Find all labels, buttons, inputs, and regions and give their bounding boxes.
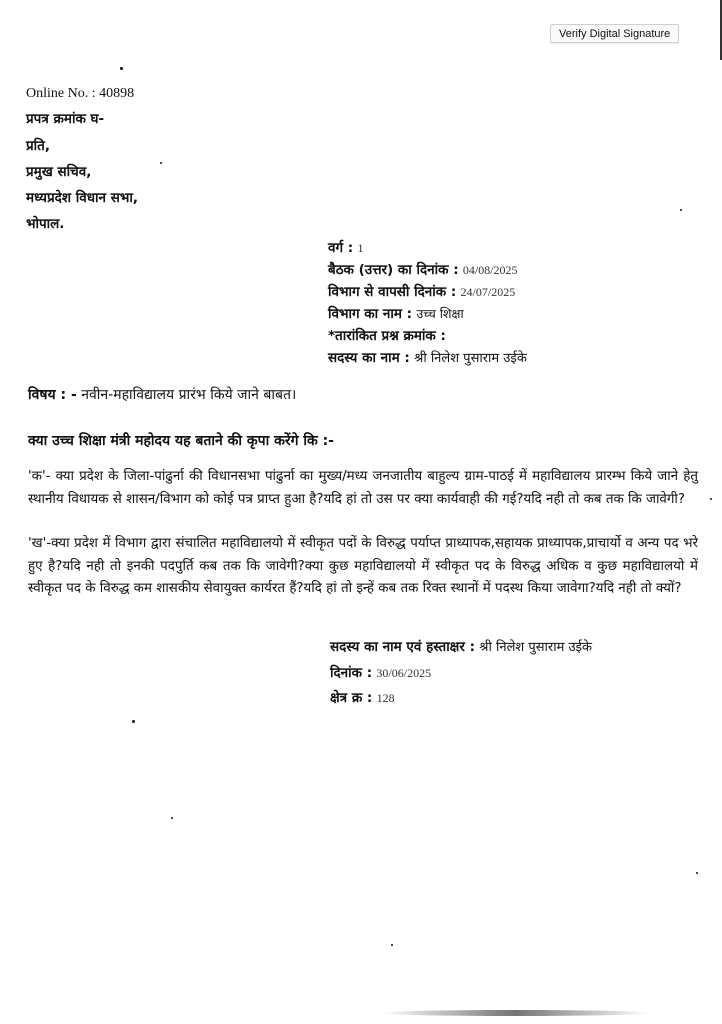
scan-speck <box>120 67 123 70</box>
footer-label: क्षेत्र क्र : <box>330 690 373 706</box>
question-ka: 'क'- क्या प्रदेश के जिला-पांढुर्ना की विधानसभा पांढुर्ना का मुख्य/मध्य जनजातीय बाहुल्य ग्राम-पाठई में महाविद्यालय प्रारम्भ किये जाने हेतु स्थानीय विधायक से शासन/विभाग को कोई पत्र प्राप्त हुआ है?यदि हां तो उस पर क्या कार्यवाही की गई?यदि नही तो कब तक कि जावेगी? <box>28 469 698 507</box>
scan-speck <box>696 872 698 874</box>
recipient-city: भोपाल. <box>26 216 65 232</box>
meta-row-return-date <box>328 281 515 303</box>
subject-label: विषय : - <box>28 387 77 403</box>
recipient-title: प्रमुख सचिव, <box>26 164 92 180</box>
meta-row-member-name <box>328 347 527 370</box>
scan-speck <box>680 209 682 211</box>
footer-label: सदस्य का नाम एवं हस्ताक्षर : <box>330 639 475 655</box>
footer-value: श्री निलेश पुसाराम उईके <box>479 640 592 655</box>
scan-speck <box>171 817 173 819</box>
meta-value: 1 <box>357 241 364 255</box>
meta-label: सदस्य का नाम : <box>328 350 410 366</box>
footer-value: 128 <box>376 691 395 705</box>
scan-speck <box>710 498 712 500</box>
subject-text: नवीन-महाविद्यालय प्रारंभ किये जाने बाबत। <box>81 387 297 403</box>
recipient-org: मध्यप्रदेश विधान सभा, <box>26 190 138 206</box>
prati: प्रति, <box>26 138 51 154</box>
date-row <box>330 662 431 684</box>
scan-speck <box>132 720 135 723</box>
meta-row-category <box>328 237 364 259</box>
meta-label: बैठक (उत्तर) का दिनांक : <box>328 262 459 278</box>
subject-line <box>28 384 296 406</box>
footer-value: 30/06/2025 <box>376 666 432 680</box>
meta-row-meeting-date <box>328 259 518 281</box>
meta-value: 04/08/2025 <box>462 263 518 277</box>
verify-digital-signature-button[interactable]: Verify Digital Signature <box>550 24 679 43</box>
meta-value: श्री निलेश पुसाराम उईके <box>414 351 527 366</box>
meta-label: विभाग से वापसी दिनांक : <box>328 284 457 300</box>
meta-value: 24/07/2025 <box>460 285 516 299</box>
question-intro: क्या उच्च शिक्षा मंत्री महोदय यह बताने की कृपा करेंगे कि :- <box>28 433 334 449</box>
meta-row-department <box>328 303 464 325</box>
meta-value: उच्च शिक्षा <box>416 306 464 321</box>
form-number: प्रपत्र क्रमांक घ- <box>26 111 105 127</box>
meta-label: *तारांकित प्रश्न क्रमांक : <box>328 328 446 344</box>
meta-row-starred-question <box>328 325 446 347</box>
question-kha: 'ख'-क्या प्रदेश में विभाग द्वारा संचालित महाविद्यालयो में स्वीकृत पदों के विरुद्ध पर्याप्त प्राध्यापक,सहायक प्राध्यापक,प्राचार्यो व अन्य पद भरे हुए है?यदि नही तो इनकी पदपुर्ति कब तक कि जावेगी?क्या कुछ महाविद्यालयो में स्वीकृत पद के विरुद्ध अधिक व कुछ महाविद्यालयो में स्वीकृत पद के विरुद्ध कम शासकीय सेवायुक्त कार्यरत हैं?यदि हां तो इन्हें कब तक रिक्त स्थानों में पदस्थ किया जावेगा?यदि नही तो क्यों? <box>28 536 698 596</box>
online-number-value: 40898 <box>99 86 135 101</box>
signature-row <box>330 636 592 659</box>
scan-speck <box>160 162 162 164</box>
constituency-row <box>330 687 395 709</box>
footer-label: दिनांक : <box>330 665 373 681</box>
online-number-label: Online No. : <box>26 86 96 101</box>
meta-label: वर्ग : <box>328 240 354 256</box>
scan-speck <box>391 944 393 946</box>
meta-label: विभाग का नाम : <box>328 306 413 322</box>
online-number <box>26 86 134 102</box>
scan-shadow <box>380 1010 650 1016</box>
